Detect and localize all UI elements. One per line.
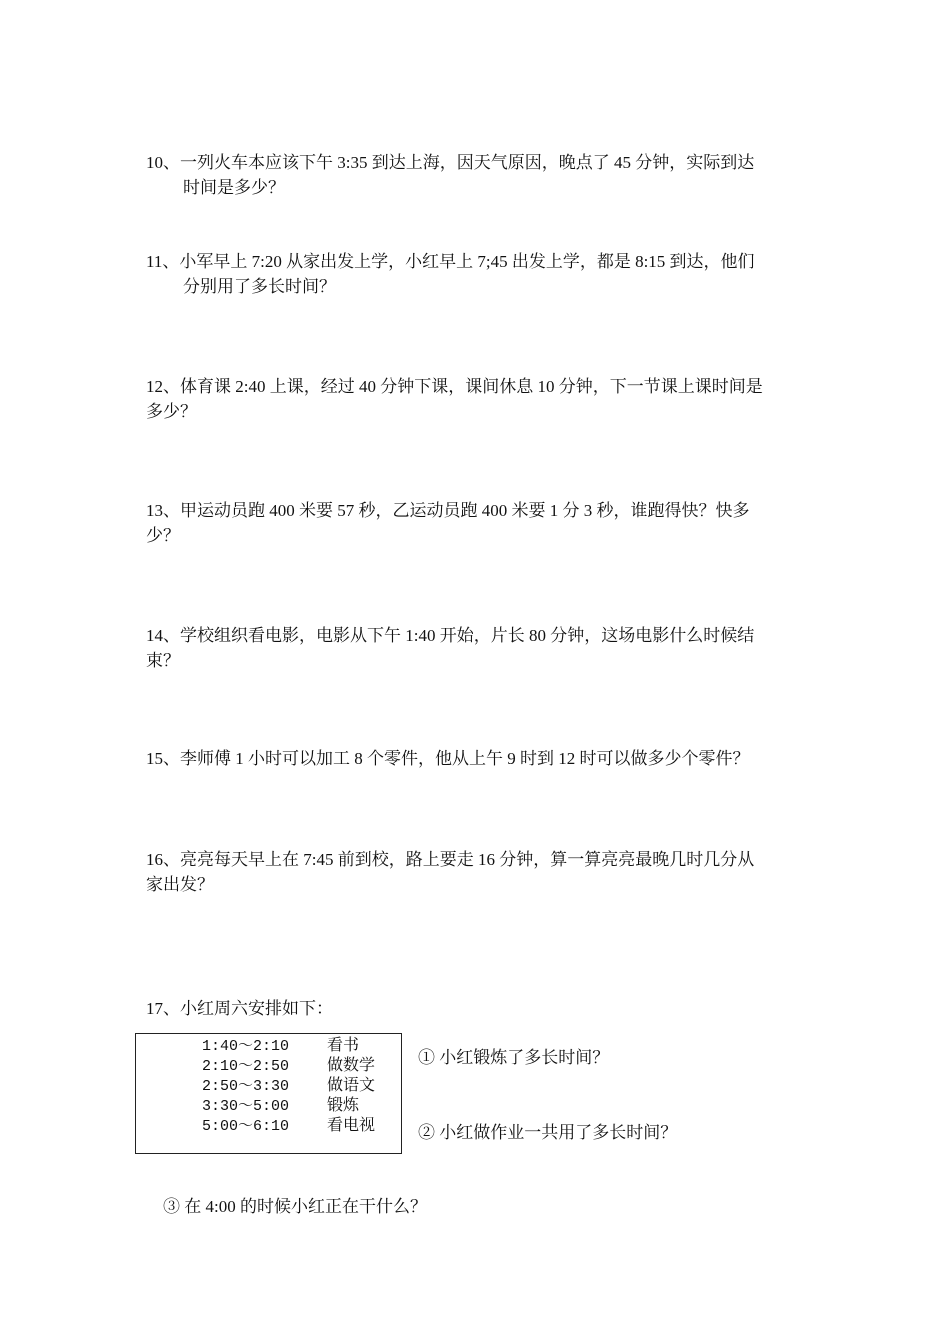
q11-line2: 分别用了多长时间？ (183, 277, 336, 296)
schedule-row (202, 1056, 375, 1077)
q10-line1: 10、一列火车本应该下午 3:35 到达上海，因天气原因，晚点了 45 分钟，实际到达 (146, 153, 755, 172)
q12-line2: 多少？ (146, 402, 197, 421)
q17 (146, 996, 816, 1021)
subquestion-1: ① 小红锻炼了多长时间？ (418, 1048, 610, 1067)
q16-line1: 16、亮亮每天早上在 7:45 前到校，路上要走 16 分钟，算一算亮亮最晚几时几分从 (146, 850, 755, 869)
q15-line1: 15、李师傅 1 小时可以加工 8 个零件，他从上午 9 时到 12 时可以做多少个零件？ (146, 749, 750, 768)
schedule-time: 1:40～2:10 (202, 1038, 290, 1055)
q13 (146, 498, 816, 548)
schedule-time: 5:00～6:10 (202, 1118, 290, 1135)
schedule-activity: 锻炼 (327, 1097, 360, 1114)
schedule-time: 3:30～5:00 (202, 1098, 290, 1115)
q13-line1: 13、甲运动员跑 400 米要 57 秒，乙运动员跑 400 米要 1 分 3 秒，谁跑得快？快多 (146, 501, 750, 520)
q15 (146, 746, 816, 771)
schedule-time: 2:50～3:30 (202, 1078, 290, 1095)
q17-line1: 17、小红周六安排如下： (146, 999, 333, 1018)
schedule-activity: 做语文 (327, 1077, 376, 1094)
q11-line1: 11、小军早上 7:20 从家出发上学，小红早上 7;45 出发上学，都是 8:15 到达，他们 (146, 252, 755, 271)
schedule-row (202, 1076, 375, 1097)
q13-line2: 少？ (146, 526, 180, 545)
q16-line2: 家出发？ (146, 875, 214, 894)
schedule-box (135, 1033, 402, 1154)
q10 (146, 150, 816, 200)
schedule-row (202, 1096, 359, 1117)
schedule-row (202, 1116, 375, 1137)
subquestion-3: ③ 在 4:00 的时候小红正在干什么？ (163, 1197, 427, 1216)
q16 (146, 847, 816, 897)
schedule-time: 2:10～2:50 (202, 1058, 290, 1075)
schedule-activity: 看书 (327, 1037, 360, 1054)
q12-line1: 12、体育课 2:40 上课，经过 40 分钟下课，课间休息 10 分钟，下一节课上课时间是 (146, 377, 763, 396)
q14 (146, 623, 816, 673)
schedule-row (202, 1036, 359, 1057)
q14-line2: 束？ (146, 651, 180, 670)
subquestion-2: ② 小红做作业一共用了多长时间？ (418, 1123, 678, 1142)
q14-line1: 14、学校组织看电影，电影从下午 1:40 开始，片长 80 分钟，这场电影什么时候结 (146, 626, 755, 645)
q11 (146, 249, 816, 299)
schedule-activity: 做数学 (327, 1057, 376, 1074)
q12 (146, 374, 816, 424)
schedule-activity: 看电视 (327, 1117, 376, 1134)
q10-line2: 时间是多少？ (183, 178, 285, 197)
